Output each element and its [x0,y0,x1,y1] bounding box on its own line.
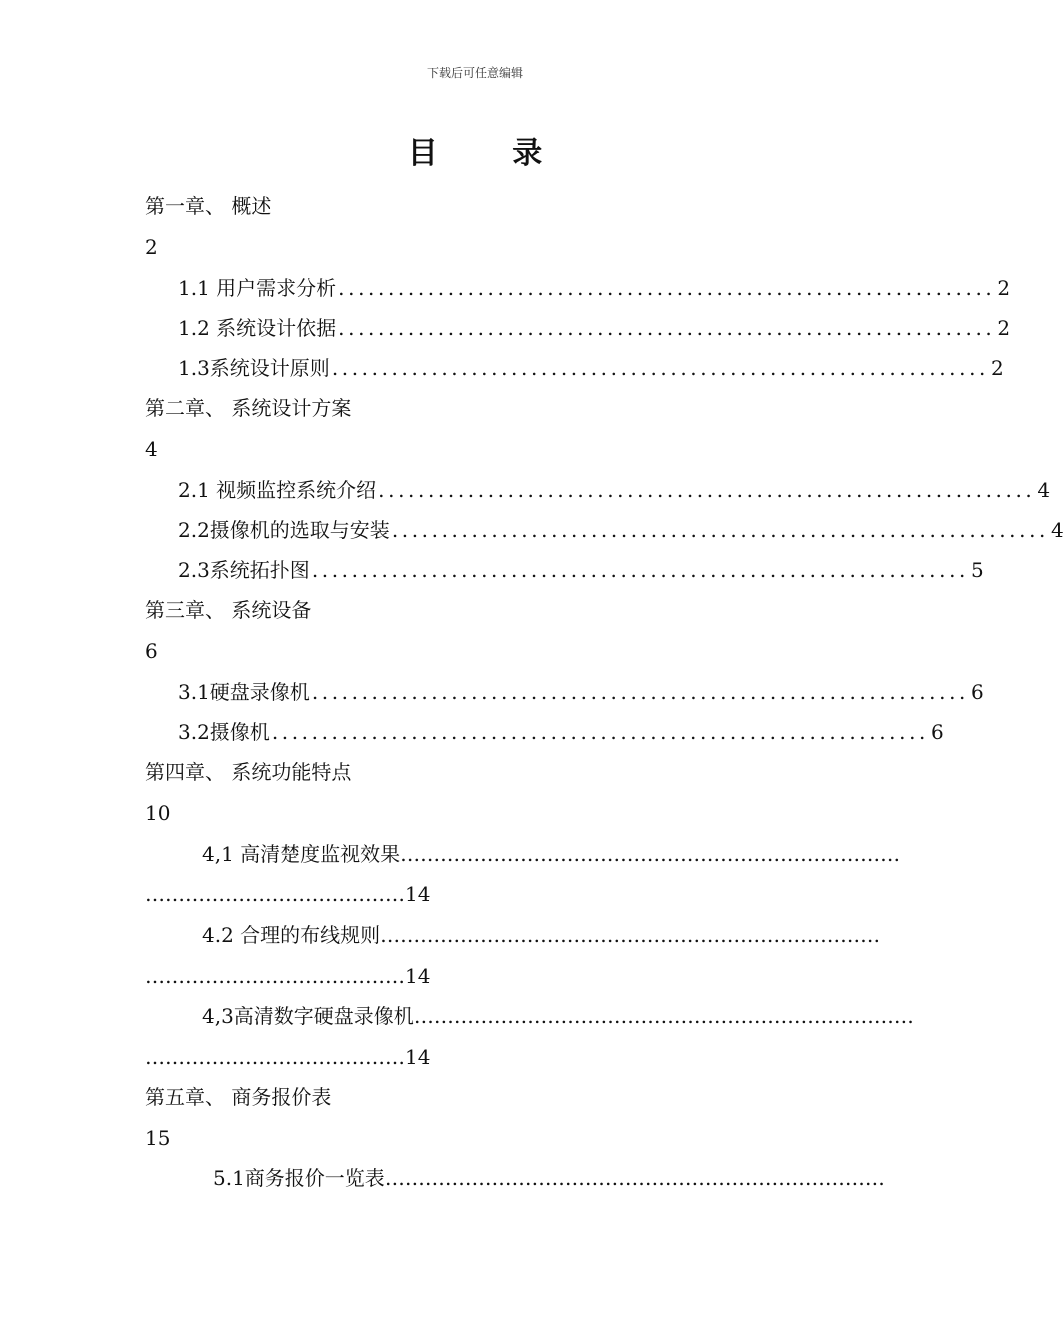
toc-entry-2-1[interactable] [178,476,1051,504]
toc-entry-label: 4,1 高清楚度监视效果 [202,842,401,866]
dot-leader: ………………………………………………………………… [400,842,901,866]
toc-chapter-5-page: 15 [145,1126,171,1150]
toc-entry-page: 4 [1051,518,1064,542]
toc-entry-label: 1.1 用户需求分析 [178,276,337,300]
toc-entry-2-2[interactable] [178,516,1064,544]
toc-entry-4-2-cont [145,962,430,990]
toc-chapter-1-page: 2 [145,235,158,259]
toc-entry-page: 5 [971,558,984,582]
toc-chapter-5[interactable]: 第五章、 商务报价表 [145,1085,332,1109]
toc-entry-label: 3.1硬盘录像机 [178,680,310,704]
toc-chapter-4-page: 10 [145,801,171,825]
dot-leader: .................................................................. [338,276,996,300]
toc-entry-5-1[interactable] [213,1164,885,1192]
toc-entry-2-3[interactable] [178,556,984,584]
toc-entry-4-2[interactable] [202,921,881,949]
toc-entry-page: 2 [997,316,1011,340]
toc-chapter-1[interactable]: 第一章、 概述 [145,194,272,218]
dot-leader: .................................................................. [391,518,1050,542]
dot-leader: ………………………………… [145,882,405,906]
toc-entry-page: 6 [931,720,944,744]
dot-leader: ………………………………………………………………… [384,1166,885,1190]
toc-entry-4-1[interactable] [202,840,901,868]
dot-leader: .................................................................. [331,356,990,380]
toc-entry-label: 2.3系统拓扑图 [178,558,310,582]
toc-entry-label: 1.2 系统设计依据 [178,316,337,340]
dot-leader: .................................................................. [311,558,970,582]
toc-entry-page: 4 [1037,478,1051,502]
dot-leader: .................................................................. [271,720,930,744]
toc-entry-label: 2.1 视频监控系统介绍 [178,478,377,502]
toc-entry-page: 2 [997,276,1011,300]
toc-chapter-2-page: 4 [145,437,158,461]
page-title: 目 录 [407,136,575,171]
toc-chapter-3[interactable]: 第三章、 系统设备 [145,598,312,622]
toc-entry-page: 2 [991,356,1004,380]
toc-entry-label: 1.3系统设计原则 [178,356,330,380]
toc-entry-4-3-cont [145,1043,430,1071]
dot-leader: .................................................................. [338,316,996,340]
toc-chapter-4[interactable]: 第四章、 系统功能特点 [145,760,352,784]
toc-entry-label: 2.2摄像机的选取与安装 [178,518,390,542]
toc-chapter-2[interactable]: 第二章、 系统设计方案 [145,396,352,420]
dot-leader: .................................................................. [311,680,970,704]
toc-entry-1-2[interactable] [178,314,1011,342]
toc-entry-label: 3.2摄像机 [178,720,270,744]
dot-leader: ………………………………………………………………… [380,923,881,947]
toc-entry-label: 4,3高清数字硬盘录像机 [202,1004,414,1028]
toc-entry-1-1[interactable] [178,274,1011,302]
toc-entry-page: 14 [405,1045,431,1069]
toc-chapter-3-page: 6 [145,639,158,663]
toc-entry-label: 5.1商务报价一览表 [213,1166,385,1190]
dot-leader: ………………………………… [145,1045,405,1069]
toc-entry-4-1-cont [145,880,430,908]
page-header: 下载后可任意编辑 [426,66,523,80]
toc-entry-label: 4.2 合理的布线规则 [202,923,381,947]
toc-entry-3-2[interactable] [178,718,944,746]
dot-leader: ………………………………………………………………… [413,1004,914,1028]
toc-entry-page: 14 [405,964,431,988]
dot-leader: .................................................................. [378,478,1036,502]
dot-leader: ………………………………… [145,964,405,988]
toc-entry-3-1[interactable] [178,678,984,706]
toc-entry-4-3[interactable] [202,1002,914,1030]
toc-entry-1-3[interactable] [178,354,1004,382]
toc-entry-page: 6 [971,680,984,704]
toc-entry-page: 14 [405,882,431,906]
